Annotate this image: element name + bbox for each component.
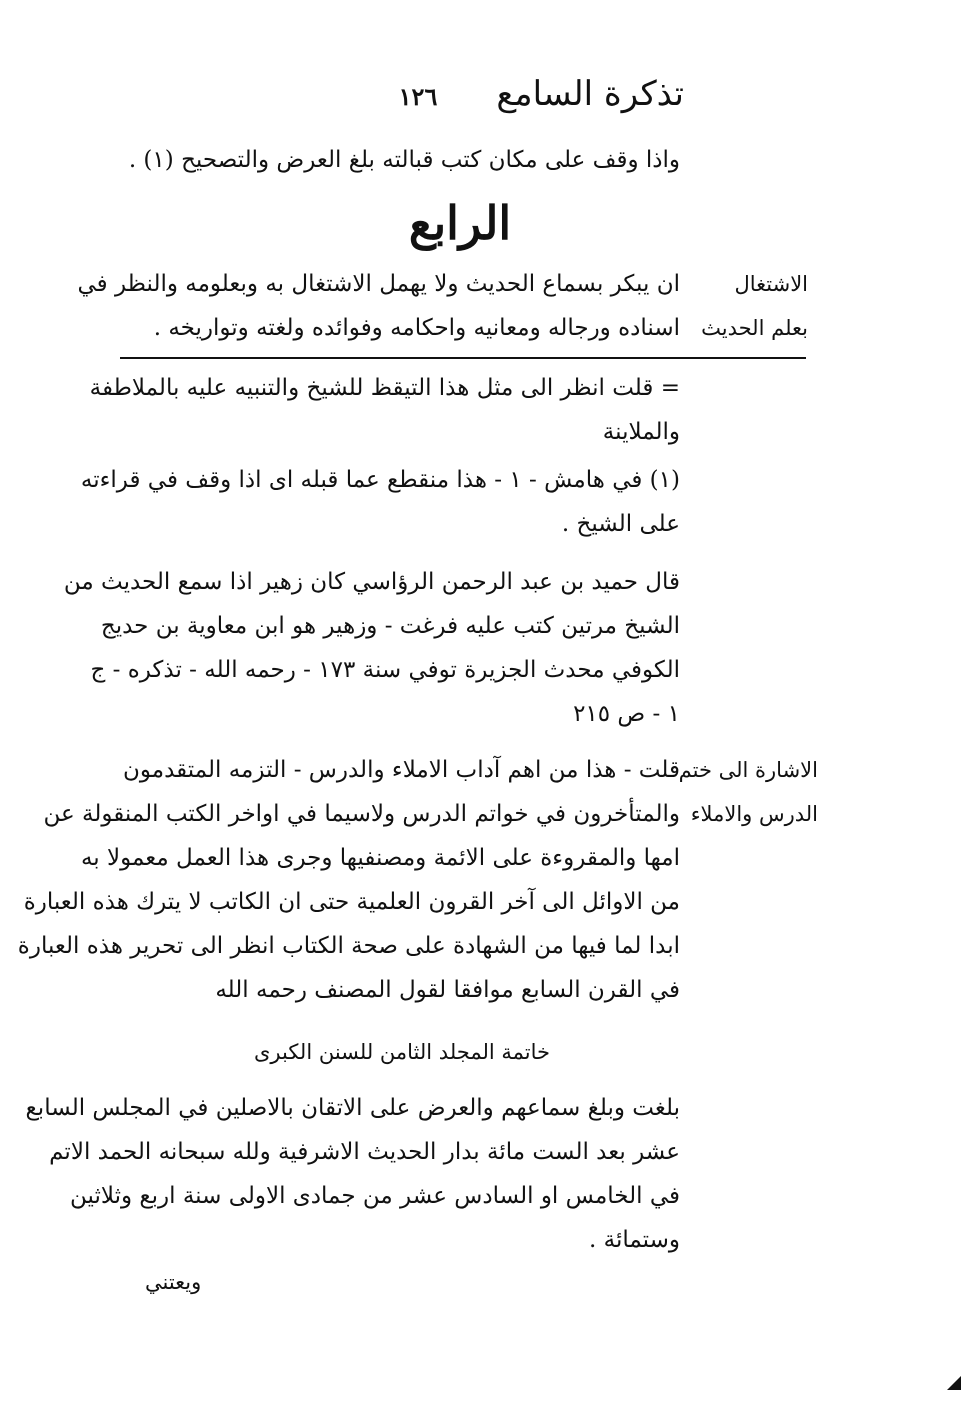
section-heading: الرابع bbox=[408, 196, 512, 250]
body-line: ان يبكر بسماع الحديث ولا يهمل الاشتغال به وبعلومه والنظر في bbox=[77, 271, 680, 297]
margin-note-line: الاشتغال bbox=[734, 272, 808, 296]
body-line: اسناده ورجاله ومعانيه واحكامه وفوائده ولغته وتواريخه . bbox=[153, 315, 680, 341]
colophon-heading: خاتمة المجلد الثامن للسنن الكبرى bbox=[253, 1040, 550, 1064]
margin-note-line: الاشارة الى ختم bbox=[678, 758, 818, 782]
margin-note-line: بعلم الحديث bbox=[701, 316, 808, 340]
footnote-line: قلت - هذا من اهم آداب الاملاء والدرس - التزمه المتقدمون bbox=[122, 757, 680, 783]
running-title: تذكرة السامع bbox=[496, 74, 684, 114]
footnote-line: الشيخ مرتين كتب عليه فرغت - وزهير هو ابن معاوية بن حديج bbox=[100, 613, 680, 639]
colophon-line: وستمائة . bbox=[589, 1227, 680, 1253]
footnote-d bbox=[17, 748, 680, 1012]
intro-line: واذا وقف على مكان كتب قبالته بلغ العرض والتصحيح (١) . bbox=[128, 147, 680, 173]
footnote-line: ١ - ص ٢١٥ bbox=[573, 701, 680, 727]
footnote-line: قال حميد بن عبد الرحمن الرؤاسي كان زهير اذا سمع الحديث من bbox=[63, 569, 680, 595]
footnote-line: من الاوائل الى آخر القرون العلمية حتى ان الكاتب لا يترك هذه العبارة bbox=[23, 889, 680, 915]
footnote-line: على الشيخ . bbox=[561, 511, 680, 537]
margin-note-study bbox=[700, 262, 808, 350]
footnote-b bbox=[80, 458, 680, 546]
margin-note-line: الدرس والاملاء bbox=[690, 802, 818, 826]
section-body bbox=[77, 262, 680, 350]
margin-note-closing bbox=[678, 748, 818, 836]
signature: ويعتني bbox=[145, 1270, 202, 1294]
colophon-line: في الخامس او السادس عشر من جمادى الاولى سنة اربع وثلاثين bbox=[70, 1183, 680, 1209]
corner-mark bbox=[947, 1376, 961, 1390]
footnote-a bbox=[89, 366, 680, 454]
page-number: ١٢٦ bbox=[398, 82, 438, 111]
footnote-line: والمتأخرون في خواتم الدرس ولاسيما في اواخر الكتب المنقولة عن bbox=[43, 801, 680, 827]
footnote-line: ابدا لما فيها من الشهادة على صحة الكتاب انظر الى تحرير هذه العبارة bbox=[17, 933, 680, 959]
footnote-line: الكوفي محدث الجزيرة توفي سنة ١٧٣ - رحمه الله - تذكره - ج bbox=[90, 657, 680, 683]
footnote-line: = قلت انظر الى مثل هذا التيقظ للشيخ والتنبيه عليه بالملاطفة bbox=[89, 375, 680, 401]
footnote-line: امها والمقروءة على الائمة ومصنفيها وجرى هذا العمل معمولا به bbox=[80, 845, 680, 871]
colophon bbox=[25, 1086, 680, 1262]
colophon-line: بلغت وبلغ سماعهم والعرض على الاتقان بالاصلين في المجلس السابع bbox=[25, 1095, 680, 1121]
footnote-divider bbox=[120, 357, 806, 359]
footnote-line: (١) في هامش - ١ - هذا منقطع عما قبله اى اذا وقف في قراءته bbox=[80, 467, 680, 493]
footnote-c bbox=[63, 560, 680, 736]
colophon-line: عشر بعد الست مائة بدار الحديث الاشرفية ولله سبحانه الحمد الاتم bbox=[49, 1139, 680, 1165]
footnote-line: والملاينة bbox=[602, 419, 680, 445]
footnote-line: في القرن السابع موافقا لقول المصنف رحمه الله bbox=[215, 977, 680, 1003]
